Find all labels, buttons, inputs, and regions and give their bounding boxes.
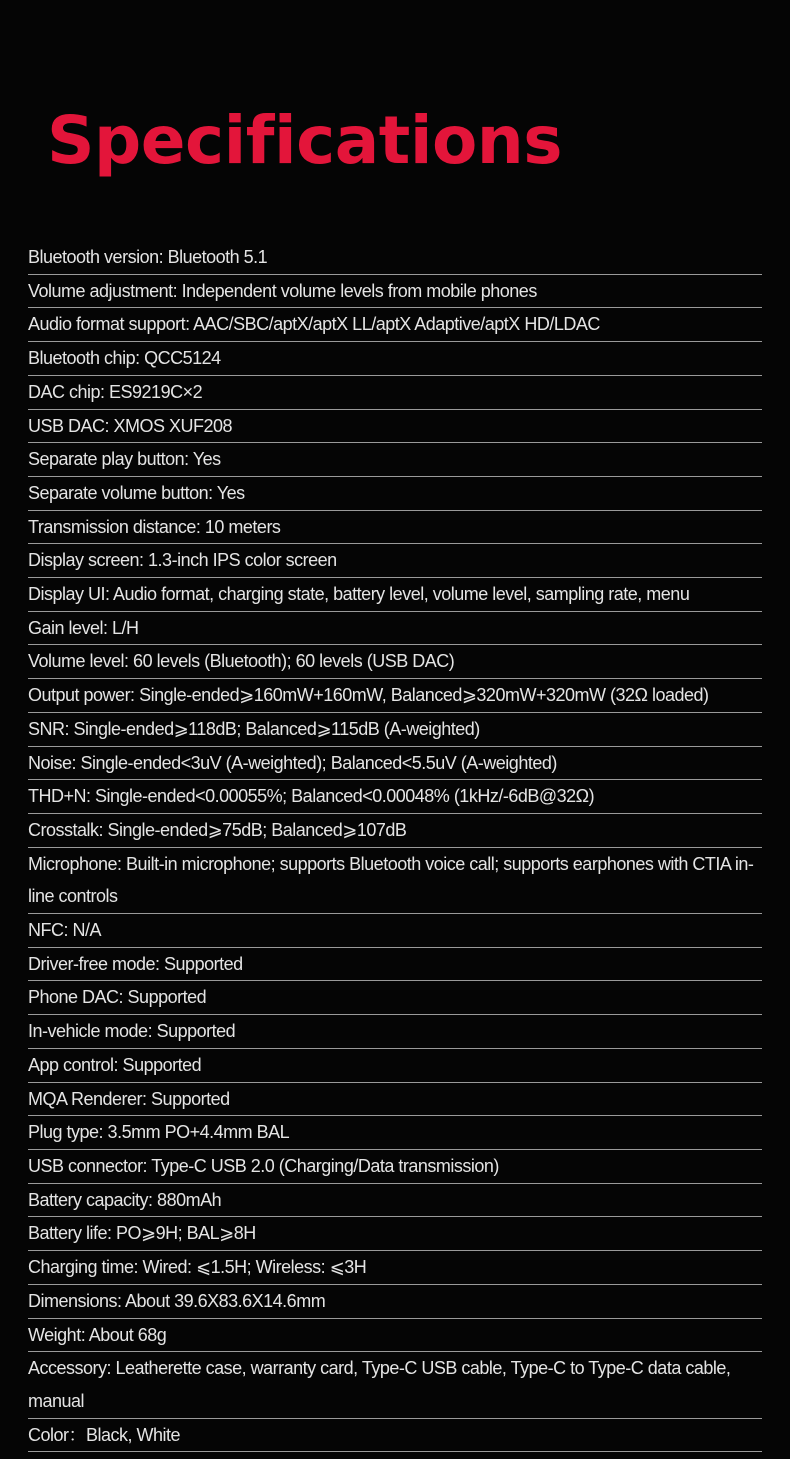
spec-battery-capacity: Battery capacity: 880mAh <box>28 1184 762 1218</box>
spec-microphone: Microphone: Built-in microphone; supports Bluetooth voice call; supports earphones with CTIA in-line controls <box>28 848 762 914</box>
spec-usb-dac: USB DAC: XMOS XUF208 <box>28 410 762 444</box>
spec-battery-life: Battery life: PO⩾9H; BAL⩾8H <box>28 1217 762 1251</box>
spec-usb-connector: USB connector: Type-C USB 2.0 (Charging/Data transmission) <box>28 1150 762 1184</box>
spec-volume-level: Volume level: 60 levels (Bluetooth); 60 levels (USB DAC) <box>28 645 762 679</box>
spec-charging-time: Charging time: Wired: ⩽1.5H; Wireless: ⩽3H <box>28 1251 762 1285</box>
spec-dimensions: Dimensions: About 39.6X83.6X14.6mm <box>28 1285 762 1319</box>
spec-mqa-renderer: MQA Renderer: Supported <box>28 1083 762 1117</box>
spec-display-ui: Display UI: Audio format, charging state, battery level, volume level, sampling rate, menu <box>28 578 762 612</box>
spec-separate-play-button: Separate play button: Yes <box>28 443 762 477</box>
spec-list <box>28 241 762 1452</box>
spec-output-power: Output power: Single-ended⩾160mW+160mW, Balanced⩾320mW+320mW (32Ω loaded) <box>28 679 762 713</box>
spec-noise: Noise: Single-ended<3uV (A-weighted); Balanced<5.5uV (A-weighted) <box>28 747 762 781</box>
spec-crosstalk: Crosstalk: Single-ended⩾75dB; Balanced⩾107dB <box>28 814 762 848</box>
spec-gain-level: Gain level: L/H <box>28 612 762 646</box>
spec-display-screen: Display screen: 1.3-inch IPS color screen <box>28 544 762 578</box>
spec-audio-format-support: Audio format support: AAC/SBC/aptX/aptX LL/aptX Adaptive/aptX HD/LDAC <box>28 308 762 342</box>
spec-transmission-distance: Transmission distance: 10 meters <box>28 511 762 545</box>
spec-driver-free-mode: Driver-free mode: Supported <box>28 948 762 982</box>
spec-plug-type: Plug type: 3.5mm PO+4.4mm BAL <box>28 1116 762 1150</box>
spec-thd-n: THD+N: Single-ended<0.00055%; Balanced<0.00048% (1kHz/-6dB@32Ω) <box>28 780 762 814</box>
spec-nfc: NFC: N/A <box>28 914 762 948</box>
spec-in-vehicle-mode: In-vehicle mode: Supported <box>28 1015 762 1049</box>
page-title: Specifications <box>47 102 563 179</box>
spec-phone-dac: Phone DAC: Supported <box>28 981 762 1015</box>
spec-bluetooth-chip: Bluetooth chip: QCC5124 <box>28 342 762 376</box>
spec-accessory: Accessory: Leatherette case, warranty card, Type-C USB cable, Type-C to Type-C data cable, manual <box>28 1352 762 1418</box>
spec-weight: Weight: About 68g <box>28 1319 762 1353</box>
spec-separate-volume-button: Separate volume button: Yes <box>28 477 762 511</box>
spec-color: Color：Black, White <box>28 1419 762 1453</box>
spec-app-control: App control: Supported <box>28 1049 762 1083</box>
spec-volume-adjustment: Volume adjustment: Independent volume levels from mobile phones <box>28 275 762 309</box>
spec-snr: SNR: Single-ended⩾118dB; Balanced⩾115dB (A-weighted) <box>28 713 762 747</box>
spec-bluetooth-version: Bluetooth version: Bluetooth 5.1 <box>28 241 762 275</box>
spec-dac-chip: DAC chip: ES9219C×2 <box>28 376 762 410</box>
